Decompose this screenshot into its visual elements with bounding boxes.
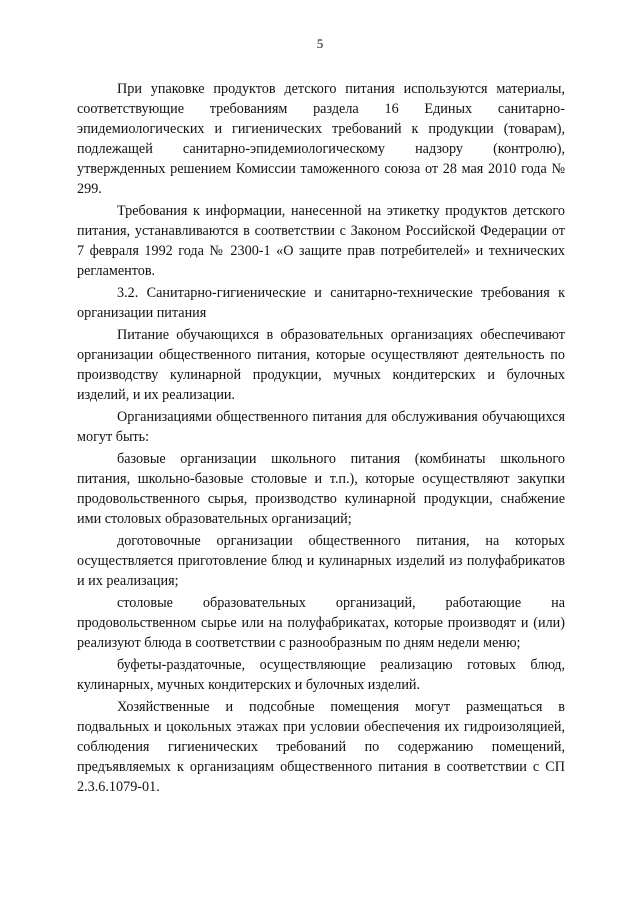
paragraph-packaging-materials: При упаковке продуктов детского питания используются материалы, соответствующие требованиям раздела 16 Единых санитарно-эпидемиологических и гигиенических требований к продукции (товарам), подлежащей санитарно-эпидемиологическому надзору (контролю), утвержденных решением Комиссии таможенного союза от 28 мая 2010 года № 299.	[77, 81, 565, 197]
paragraph-label-requirements: Требования к информации, нанесенной на этикетку продуктов детского питания, устанавливаются в соответствии с Законом Российской Федерации от 7 февраля 1992 года № 2300-1 «О защите прав потребителей» и технических регламентов.	[77, 203, 565, 279]
list-item-finishing-organizations: доготовочные организации общественного питания, на которых осуществляется приготовление блюд и кулинарных изделий из полуфабрикатов и их реализация;	[77, 533, 565, 589]
list-item-buffets: буфеты-раздаточные, осуществляющие реализацию готовых блюд, кулинарных, мучных кондитерских и булочных изделий.	[77, 657, 565, 693]
paragraph-organization-types-intro: Организациями общественного питания для обслуживания обучающихся могут быть:	[77, 409, 565, 445]
page-number: 5	[316, 36, 324, 51]
paragraph-utility-rooms: Хозяйственные и подсобные помещения могут размещаться в подвальных и цокольных этажах при условии обеспечения их гидроизоляцией, соблюдения гигиенических требований по содержанию помещений, предъявляемых к организациям общественного питания в соответствии с СП 2.3.6.1079-01.	[77, 699, 565, 795]
document-body	[77, 79, 565, 797]
section-heading-3-2: 3.2. Санитарно-гигиенические и санитарно-технические требования к организации питания	[77, 285, 565, 321]
list-item-school-canteens: столовые образовательных организаций, работающие на продовольственном сырье или на полуфабрикатах, которые производят и (или) реализуют блюда в соответствии с разнообразным по дням недели меню;	[77, 595, 565, 651]
list-item-base-organizations: базовые организации школьного питания (комбинаты школьного питания, школьно-базовые столовые и т.п.), которые осуществляют закупки продовольственного сырья, производство кулинарной продукции, снабжение ими столовых образовательных организаций;	[77, 451, 565, 527]
paragraph-catering-organizations: Питание обучающихся в образовательных организациях обеспечивают организации общественного питания, которые осуществляют деятельность по производству кулинарной продукции, мучных кондитерских и булочных изделий, и их реализации.	[77, 327, 565, 403]
